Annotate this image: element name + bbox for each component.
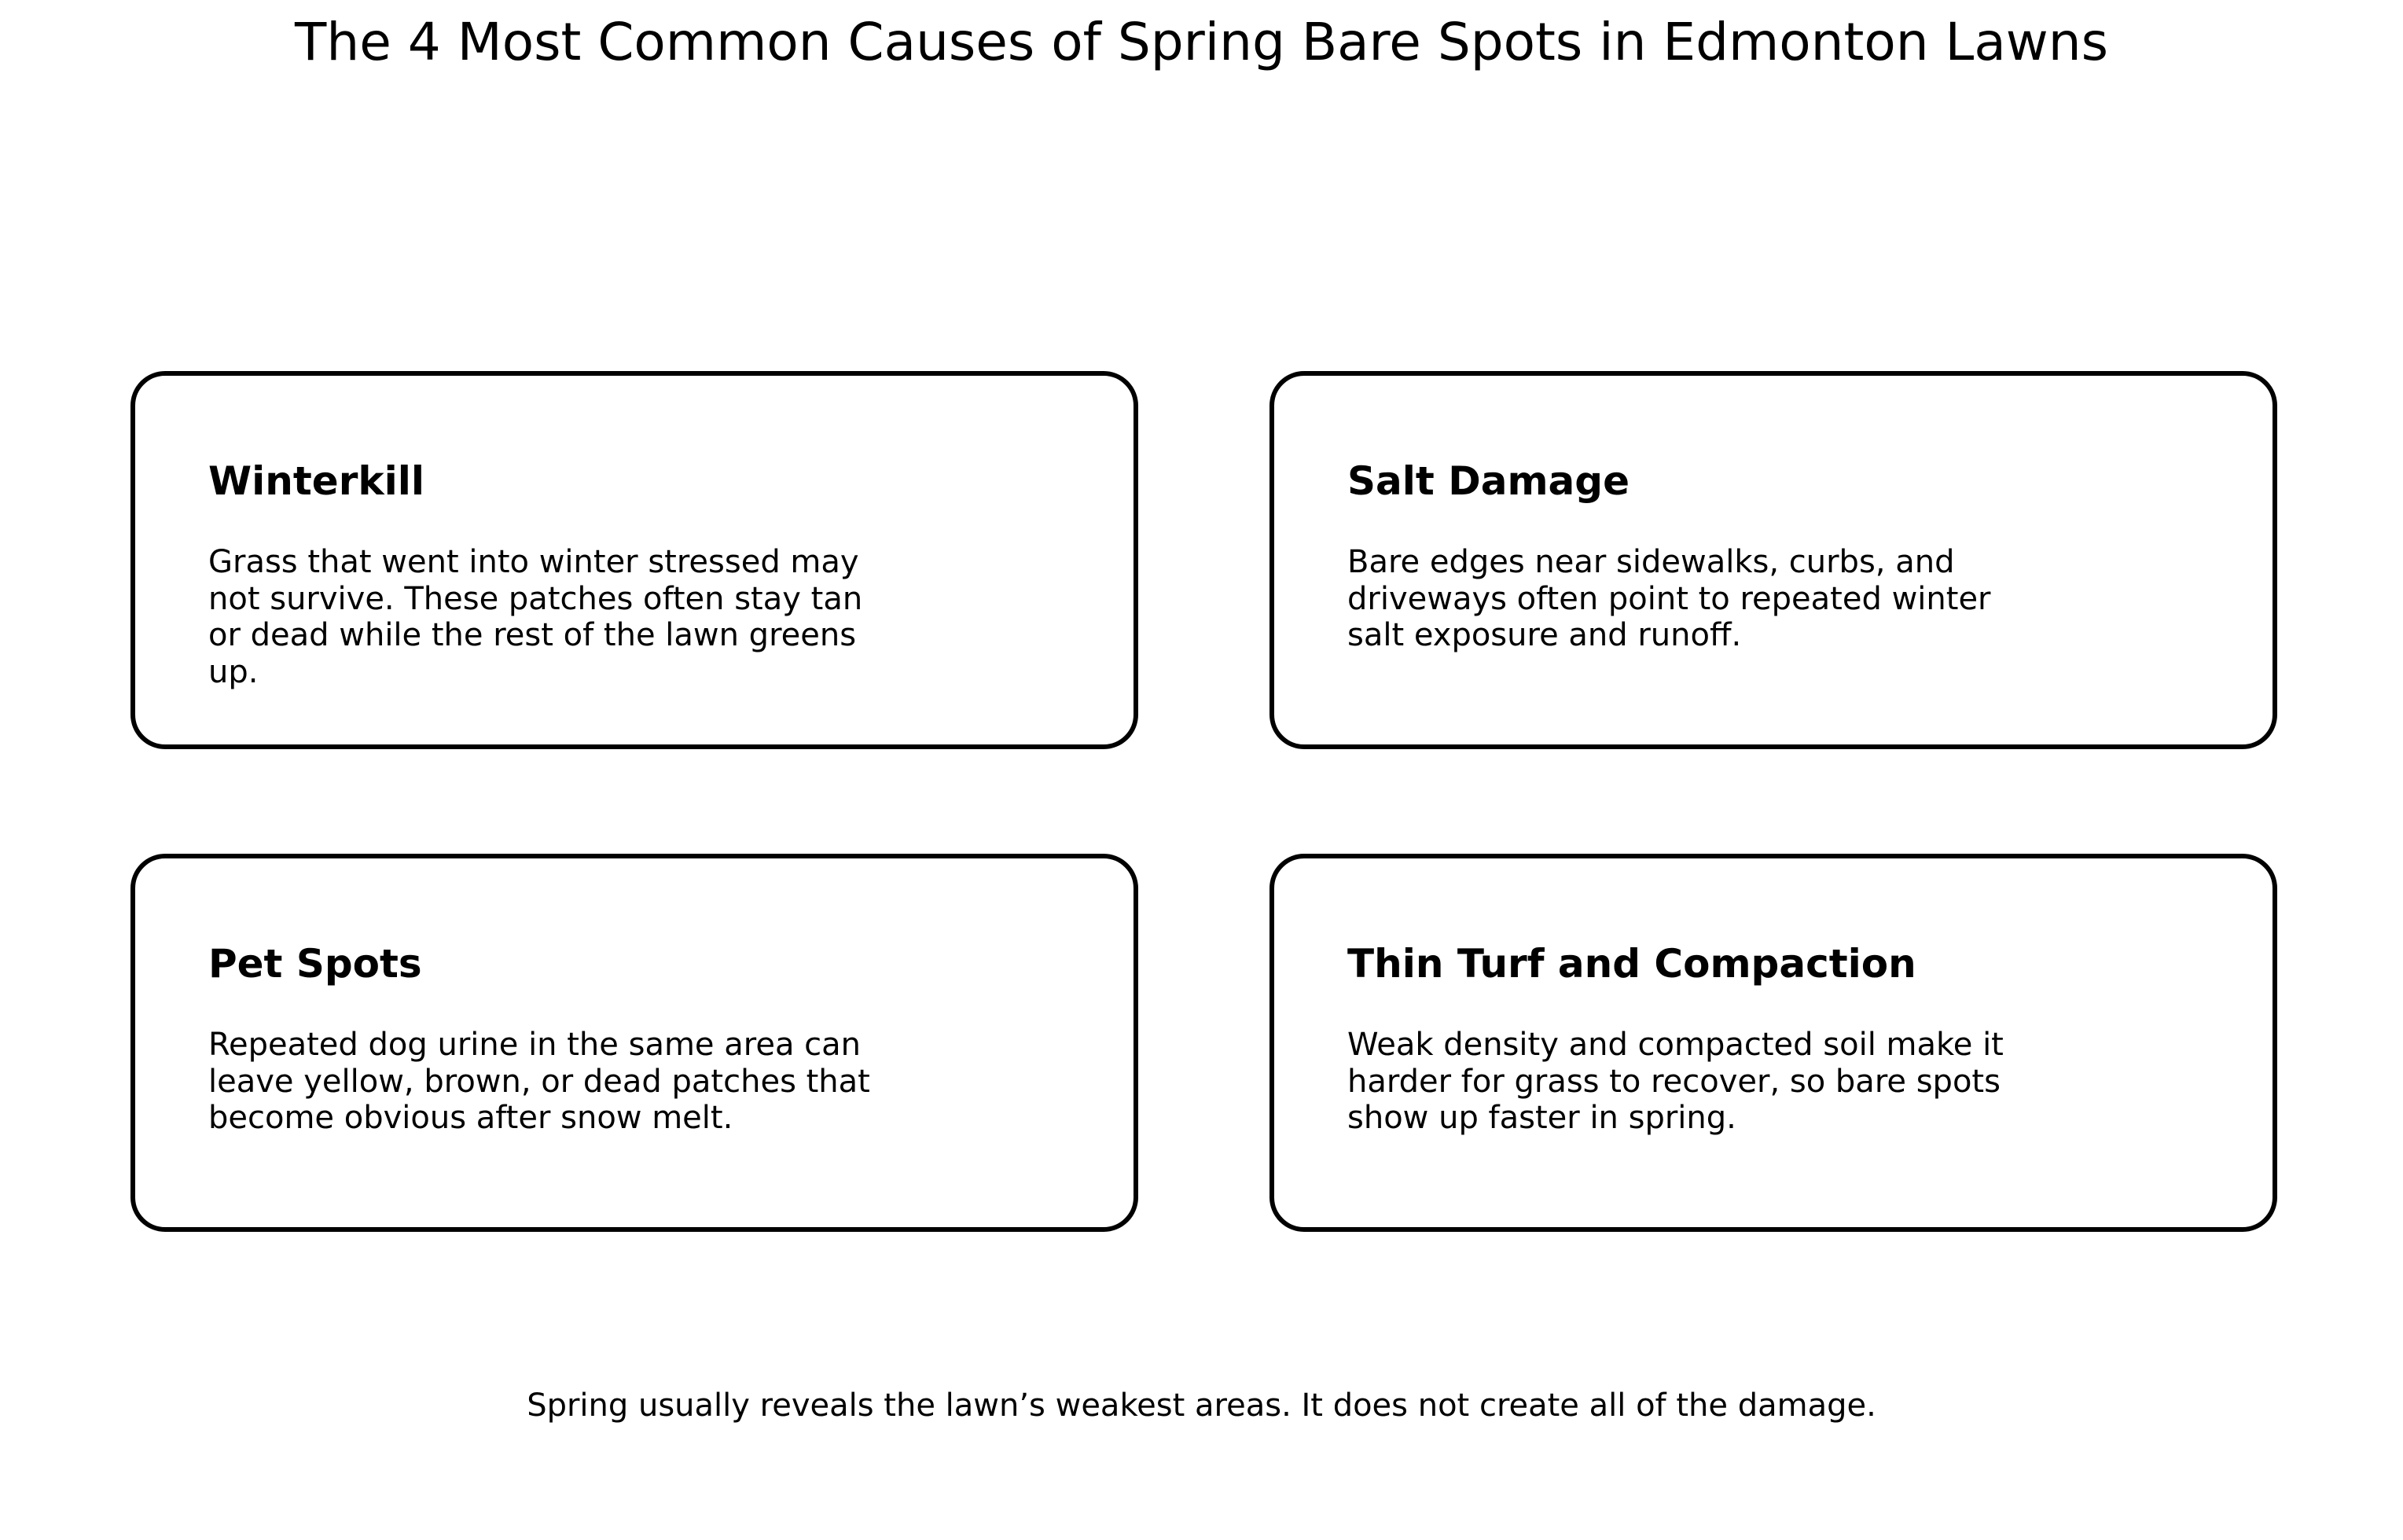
card-description-line: harder for grass to recover, so bare spots xyxy=(1347,1063,2001,1100)
card-description-line: Grass that went into winter stressed may xyxy=(208,544,859,580)
cause-card-thin-turf-compaction xyxy=(1269,854,2277,1232)
card-description-line: salt exposure and runoff. xyxy=(1347,617,1742,653)
card-heading: Thin Turf and Compaction xyxy=(1347,941,1916,987)
card-description-line: Bare edges near sidewalks, curbs, and xyxy=(1347,544,1955,580)
card-description xyxy=(1347,1027,2055,1137)
card-description-line: show up faster in spring. xyxy=(1347,1100,1736,1136)
card-description xyxy=(208,544,916,690)
cause-card-winterkill xyxy=(130,371,1138,749)
card-description-line: up. xyxy=(208,653,259,690)
card-description-line: become obvious after snow melt. xyxy=(208,1100,733,1136)
card-heading: Winterkill xyxy=(208,458,425,504)
card-heading: Salt Damage xyxy=(1347,458,1630,504)
card-description-line: not survive. These patches often stay tan xyxy=(208,580,863,617)
page-title: The 4 Most Common Causes of Spring Bare Spots in Edmonton Lawns xyxy=(295,12,2108,72)
card-description-line: leave yellow, brown, or dead patches that xyxy=(208,1063,870,1100)
card-description-line: Repeated dog urine in the same area can xyxy=(208,1027,862,1063)
card-description xyxy=(1347,544,2055,654)
cause-card-pet-spots xyxy=(130,854,1138,1232)
footer-note: Spring usually reveals the lawn’s weakest areas. It does not create all of the damage. xyxy=(527,1387,1876,1424)
card-description-line: driveways often point to repeated winter xyxy=(1347,580,1991,617)
cause-card-salt-damage xyxy=(1269,371,2277,749)
card-description-line: or dead while the rest of the lawn greens xyxy=(208,617,857,653)
card-description xyxy=(208,1027,916,1137)
card-description-line: Weak density and compacted soil make it xyxy=(1347,1027,2004,1063)
card-heading: Pet Spots xyxy=(208,941,422,987)
